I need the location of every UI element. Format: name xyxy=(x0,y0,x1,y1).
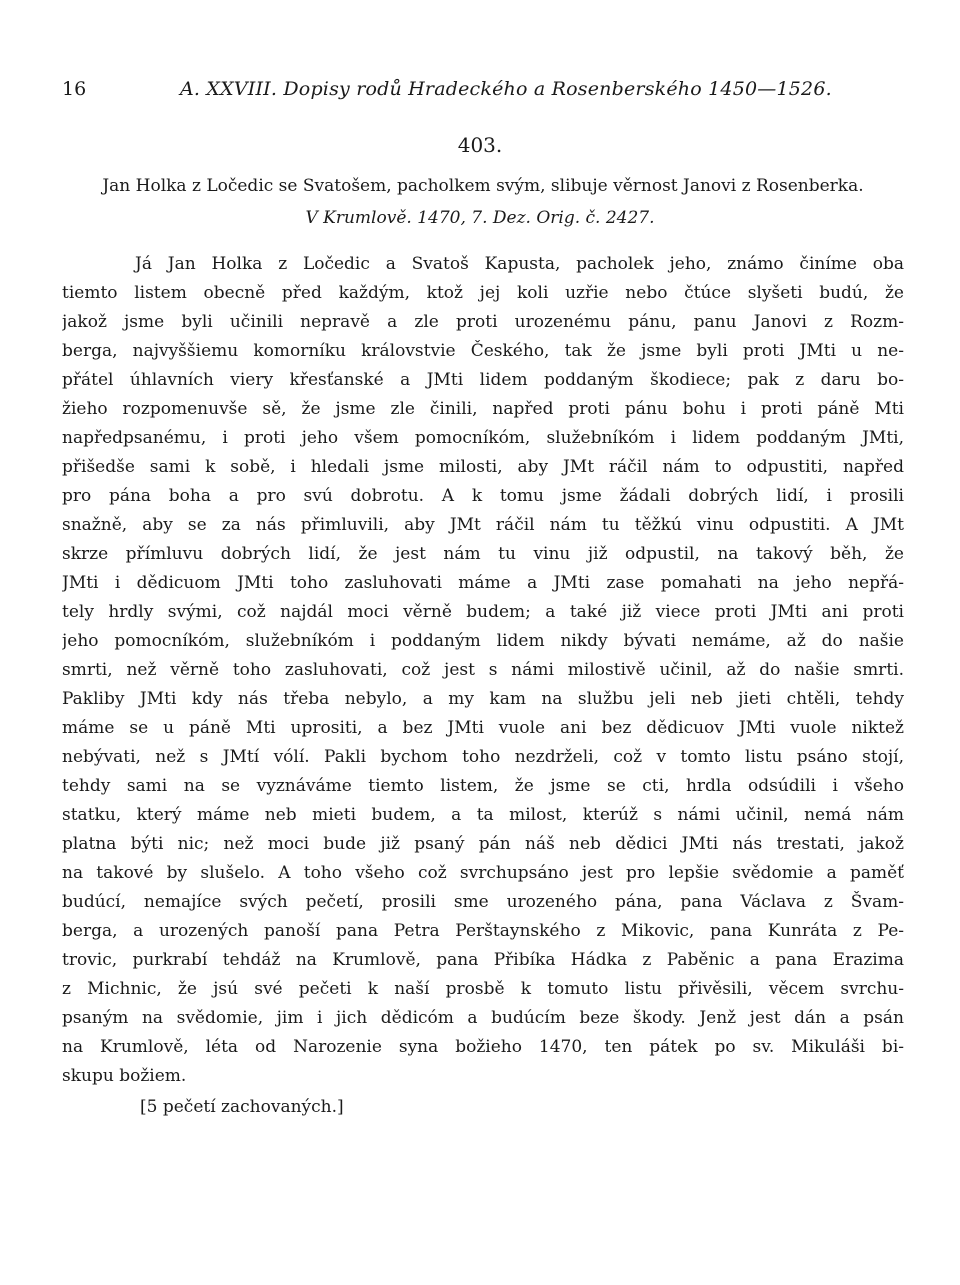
body-line: na Krumlově, léta od Narozenie syna božieho 1470, ten pátek po sv. Mikuláši bi- xyxy=(62,1037,904,1057)
body-line: jakož jsme byli učinili nepravě a zle proti urozenému pánu, panu Janovi z Rozm- xyxy=(62,312,904,332)
body-line: skupu božiem. xyxy=(62,1066,187,1086)
body-line: skrze přímluvu dobrých lidí, že jest nám tu vinu již odpustil, na takový běh, že xyxy=(62,544,904,564)
place-date-line: V Krumlově. 1470, 7. Dez. Orig. č. 2427. xyxy=(305,208,655,228)
body-line: jeho pomocníkóm, služebníkóm i poddaným lidem nikdy bývati nemáme, až do našie xyxy=(62,631,904,651)
body-line: z Michnic, že jsú své pečeti k naší prosbě k tomuto listu přivěsili, věcem svrchu- xyxy=(62,979,904,999)
body-line: tehdy sami na se vyznáváme tiemto listem, že jsme se cti, hrdla odsúdili i všeho xyxy=(62,776,904,796)
body-line: přišedše sami k sobě, i hledali jsme milosti, aby JMt ráčil nám to odpustiti, napřed xyxy=(62,457,904,477)
document-number: 403. xyxy=(457,133,503,157)
running-title: A. XXVIII. Dopisy rodů Hradeckého a Rosenberského 1450—1526. xyxy=(180,78,832,100)
body-line: nebývati, než s JMtí vólí. Pakli bychom toho nezdrželi, což v tomto listu psáno stojí, xyxy=(62,747,904,767)
body-line: trovic, purkrabí tehdáž na Krumlově, pana Přibíka Hádka z Paběnic a pana Erazima xyxy=(62,950,904,970)
body-line: platna býti nic; než moci bude již psaný pán náš neb dědici JMti nás trestati, jakož xyxy=(62,834,904,854)
body-line: JMti i dědicuom JMti toho zasluhovati máme a JMti zase pomahati na jeho nepřá- xyxy=(62,573,904,593)
body-line: smrti, než věrně toho zasluhovati, což jest s námi milostivě učinil, až do našie smrti. xyxy=(62,660,904,680)
body-line: berga, najvyššiemu komorníku královstvie Českého, tak že jsme byli proti JMti u ne- xyxy=(62,341,904,361)
body-line: tely hrdly svými, což najdál moci věrně budem; a také již viece proti JMti ani proti xyxy=(62,602,904,622)
body-line: tiemto listem obecně před každým, ktož jej koli uzřie nebo čtúce slyšeti budú, že xyxy=(62,283,904,303)
body-line: Já Jan Holka z Ločedic a Svatoš Kapusta, pacholek jeho, známo činíme oba xyxy=(135,254,904,274)
body-line: snažně, aby se za nás přimluvili, aby JMt ráčil nám tu těžkú vinu odpustiti. A JMt xyxy=(62,515,904,535)
body-line: psaným na svědomie, jim i jich dědicóm a budúcím beze škody. Jenž jest dán a psán xyxy=(62,1008,904,1028)
body-line: máme se u páně Mti uprositi, a bez JMti vuole ani bez dědicuov JMti vuole niktež xyxy=(62,718,904,738)
body-line: přátel úhlavních viery křesťanské a JMti lidem poddaným škodiece; pak z daru bo- xyxy=(62,370,904,390)
body-line: Pakliby JMti kdy nás třeba nebylo, a my kam na službu jeli neb jieti chtěli, tehdy xyxy=(62,689,904,709)
body-line: budúcí, nemajíce svých pečetí, prosili sme urozeného pána, pana Václava z Švam- xyxy=(62,892,904,912)
document-summary: Jan Holka z Ločedic se Svatošem, pacholkem svým, slibuje věrnost Janovi z Rosenberka. xyxy=(102,176,864,196)
page-number: 16 xyxy=(62,78,87,100)
body-line: berga, a urozených panoší pana Petra Perštaynského z Mikovic, pana Kunráta z Pe- xyxy=(62,921,904,941)
running-head xyxy=(62,74,902,104)
body-line: na takové by slušelo. A toho všeho což svrchupsáno jest pro lepšie svědomie a paměť xyxy=(62,863,904,883)
body-line: napředpsanému, i proti jeho všem pomocníkóm, služebníkóm i lidem poddaným JMti, xyxy=(62,428,904,448)
body-line: statku, který máme neb mieti budem, a ta milost, kterúž s námi učinil, nemá nám xyxy=(62,805,904,825)
body-line: žieho rozpomenuvše sě, že jsme zle činili, napřed proti pánu bohu i proti páně Mti xyxy=(62,399,904,419)
body-text xyxy=(62,250,904,1091)
seal-note: [5 pečetí zachovaných.] xyxy=(140,1097,344,1117)
body-line: pro pána boha a pro svú dobrotu. A k tomu jsme žádali dobrých lidí, i prosili xyxy=(62,486,904,506)
